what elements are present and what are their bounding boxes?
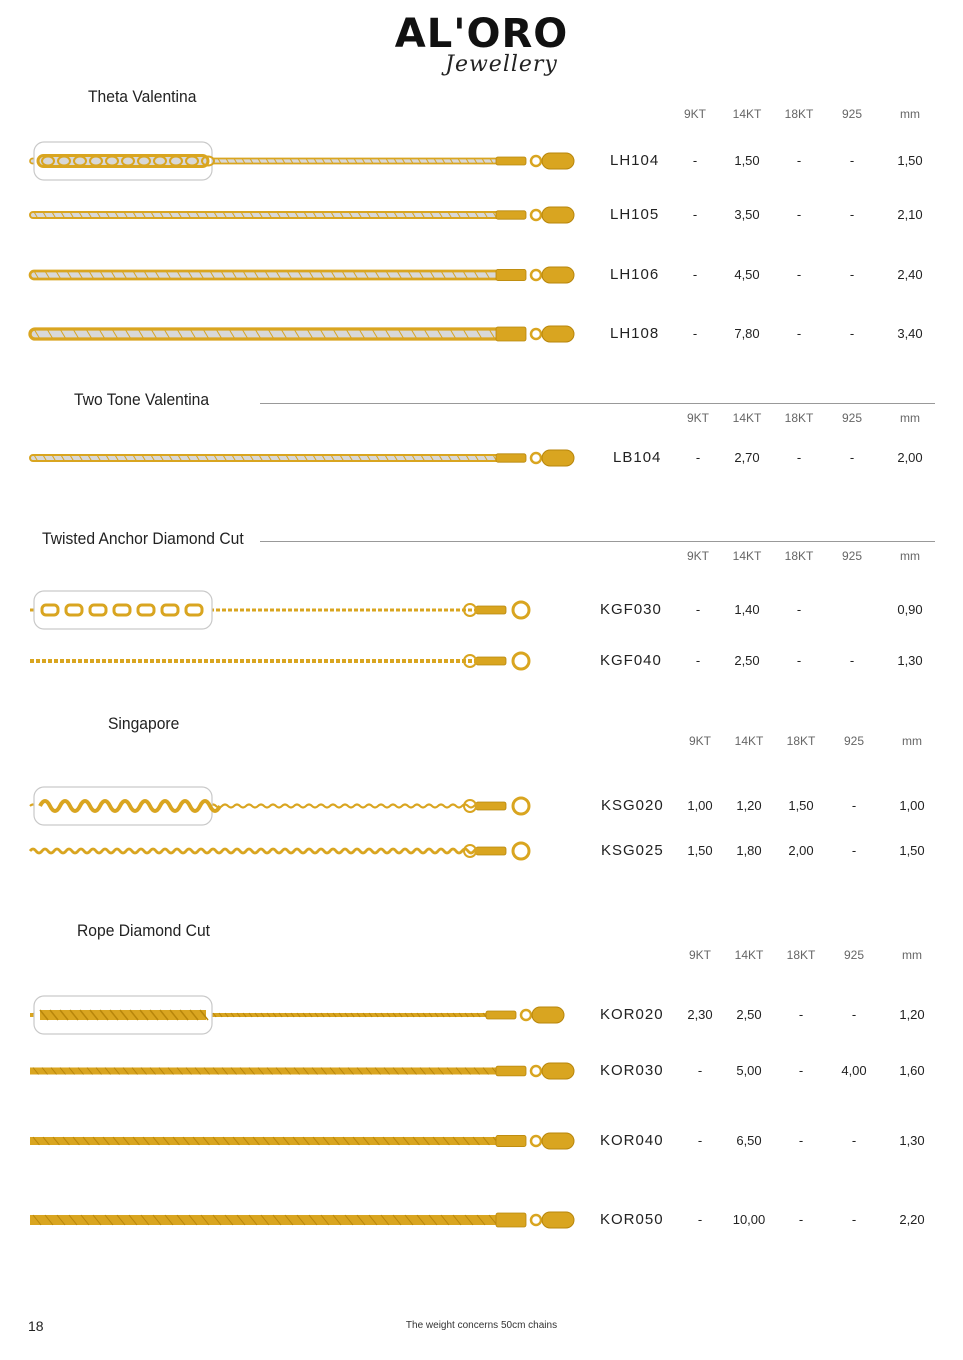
chain-image [28, 831, 578, 871]
col-head-mm: mm [900, 411, 920, 425]
product-row [0, 590, 963, 630]
weight-14kt: 1,80 [736, 843, 762, 858]
col-head-14kt: 14KT [732, 549, 762, 563]
col-head-9kt: 9KT [686, 411, 709, 425]
weight-18kt: - [796, 653, 802, 668]
product-code: KOR030 [600, 1062, 664, 1079]
weight-9kt: 2,30 [687, 1007, 713, 1022]
product-row [0, 786, 963, 826]
width-mm: 1,50 [897, 153, 923, 168]
weight-14kt: 1,50 [734, 153, 760, 168]
weight-925: - [849, 153, 855, 168]
weight-14kt: 3,50 [734, 207, 760, 222]
weight-9kt: 1,50 [687, 843, 713, 858]
weight-925: - [849, 267, 855, 282]
col-head-925: 925 [841, 107, 863, 121]
weight-18kt: - [798, 1063, 804, 1078]
product-row [0, 195, 963, 235]
width-mm: 2,20 [899, 1212, 925, 1227]
col-head-9kt: 9KT [683, 107, 706, 121]
col-head-925: 925 [841, 549, 863, 563]
weight-925: - [851, 1212, 857, 1227]
section-title: Singapore [108, 714, 180, 733]
col-head-mm: mm [902, 734, 922, 748]
col-head-18kt: 18KT [784, 549, 814, 563]
product-row [0, 1200, 963, 1240]
col-head-14kt: 14KT [734, 734, 764, 748]
footer-note: The weight concerns 50cm chains [405, 1320, 558, 1331]
width-mm: 2,00 [897, 450, 923, 465]
page-number: 18 [28, 1318, 44, 1334]
product-code: LH105 [610, 206, 660, 223]
weight-925: - [851, 798, 857, 813]
product-row [0, 995, 963, 1035]
chain-image [28, 195, 578, 235]
width-mm: 2,10 [897, 207, 923, 222]
weight-9kt: 1,00 [687, 798, 713, 813]
chain-image [28, 995, 578, 1035]
weight-18kt: - [796, 326, 802, 341]
chain-image [28, 1200, 578, 1240]
product-row [0, 438, 963, 478]
weight-925: - [851, 1133, 857, 1148]
weight-18kt: - [798, 1007, 804, 1022]
product-row [0, 641, 963, 681]
weight-14kt: 4,50 [734, 267, 760, 282]
product-code: LB104 [613, 449, 662, 466]
width-mm: 2,40 [897, 267, 923, 282]
weight-9kt: - [697, 1212, 703, 1227]
weight-9kt: - [697, 1133, 703, 1148]
width-mm: 0,90 [897, 602, 923, 617]
col-head-mm: mm [900, 107, 920, 121]
product-code: LH104 [610, 152, 660, 169]
col-head-9kt: 9KT [688, 948, 711, 962]
chain-image [28, 590, 578, 630]
weight-14kt: 1,20 [736, 798, 762, 813]
weight-18kt: - [796, 450, 802, 465]
weight-18kt: 2,00 [788, 843, 814, 858]
weight-925: 4,00 [841, 1063, 867, 1078]
section-title: Theta Valentina [88, 87, 197, 106]
weight-18kt: - [798, 1133, 804, 1148]
weight-18kt: 1,50 [788, 798, 814, 813]
weight-9kt: - [695, 450, 701, 465]
weight-9kt: - [692, 207, 698, 222]
weight-9kt: - [692, 326, 698, 341]
weight-14kt: 7,80 [734, 326, 760, 341]
product-row [0, 1051, 963, 1091]
product-row [0, 314, 963, 354]
chain-image [28, 1121, 578, 1161]
weight-18kt: - [796, 602, 802, 617]
width-mm: 3,40 [897, 326, 923, 341]
col-head-9kt: 9KT [688, 734, 711, 748]
width-mm: 1,60 [899, 1063, 925, 1078]
product-code: KSG020 [601, 797, 664, 814]
weight-9kt: - [695, 653, 701, 668]
brand-name: AL'ORO [394, 11, 569, 57]
col-head-925: 925 [843, 734, 865, 748]
chain-image [28, 641, 578, 681]
product-code: KOR040 [600, 1132, 664, 1149]
width-mm: 1,20 [899, 1007, 925, 1022]
chain-image [28, 255, 578, 295]
chain-image [28, 1051, 578, 1091]
chain-image [28, 786, 578, 826]
weight-14kt: 6,50 [736, 1133, 762, 1148]
chain-image [28, 141, 578, 181]
weight-9kt: - [692, 153, 698, 168]
weight-925: - [849, 653, 855, 668]
product-code: LH106 [610, 266, 660, 283]
width-mm: 1,50 [899, 843, 925, 858]
weight-9kt: - [695, 602, 701, 617]
product-row [0, 255, 963, 295]
col-head-14kt: 14KT [734, 948, 764, 962]
chain-image [28, 438, 578, 478]
weight-14kt: 2,70 [734, 450, 760, 465]
col-head-925: 925 [841, 411, 863, 425]
weight-925: - [849, 207, 855, 222]
col-head-18kt: 18KT [786, 948, 816, 962]
section-divider [260, 541, 935, 542]
product-code: KGF030 [600, 601, 662, 618]
brand-tagline: Jewellery [445, 52, 558, 77]
col-head-925: 925 [843, 948, 865, 962]
col-head-mm: mm [900, 549, 920, 563]
weight-925: - [849, 450, 855, 465]
weight-9kt: - [697, 1063, 703, 1078]
weight-18kt: - [796, 207, 802, 222]
width-mm: 1,30 [899, 1133, 925, 1148]
width-mm: 1,00 [899, 798, 925, 813]
product-code: LH108 [610, 325, 660, 342]
product-row [0, 1121, 963, 1161]
weight-9kt: - [692, 267, 698, 282]
product-code: KOR020 [600, 1006, 664, 1023]
weight-14kt: 10,00 [732, 1212, 766, 1227]
weight-18kt: - [798, 1212, 804, 1227]
product-code: KSG025 [601, 842, 664, 859]
product-code: KGF040 [600, 652, 662, 669]
chain-image [28, 314, 578, 354]
col-head-18kt: 18KT [786, 734, 816, 748]
section-title: Rope Diamond Cut [77, 921, 211, 940]
product-code: KOR050 [600, 1211, 664, 1228]
col-head-mm: mm [902, 948, 922, 962]
weight-18kt: - [796, 267, 802, 282]
product-row [0, 831, 963, 871]
weight-925: - [849, 326, 855, 341]
weight-14kt: 5,00 [736, 1063, 762, 1078]
width-mm: 1,30 [897, 653, 923, 668]
col-head-18kt: 18KT [784, 411, 814, 425]
weight-925: - [851, 1007, 857, 1022]
col-head-18kt: 18KT [784, 107, 814, 121]
weight-18kt: - [796, 153, 802, 168]
product-row [0, 141, 963, 181]
weight-14kt: 1,40 [734, 602, 760, 617]
col-head-14kt: 14KT [732, 411, 762, 425]
section-title: Two Tone Valentina [74, 390, 210, 409]
section-title: Twisted Anchor Diamond Cut [42, 529, 244, 548]
section-divider [260, 403, 935, 404]
weight-14kt: 2,50 [736, 1007, 762, 1022]
weight-925: - [851, 843, 857, 858]
weight-14kt: 2,50 [734, 653, 760, 668]
col-head-14kt: 14KT [732, 107, 762, 121]
col-head-9kt: 9KT [686, 549, 709, 563]
brand-logo [0, 11, 963, 77]
